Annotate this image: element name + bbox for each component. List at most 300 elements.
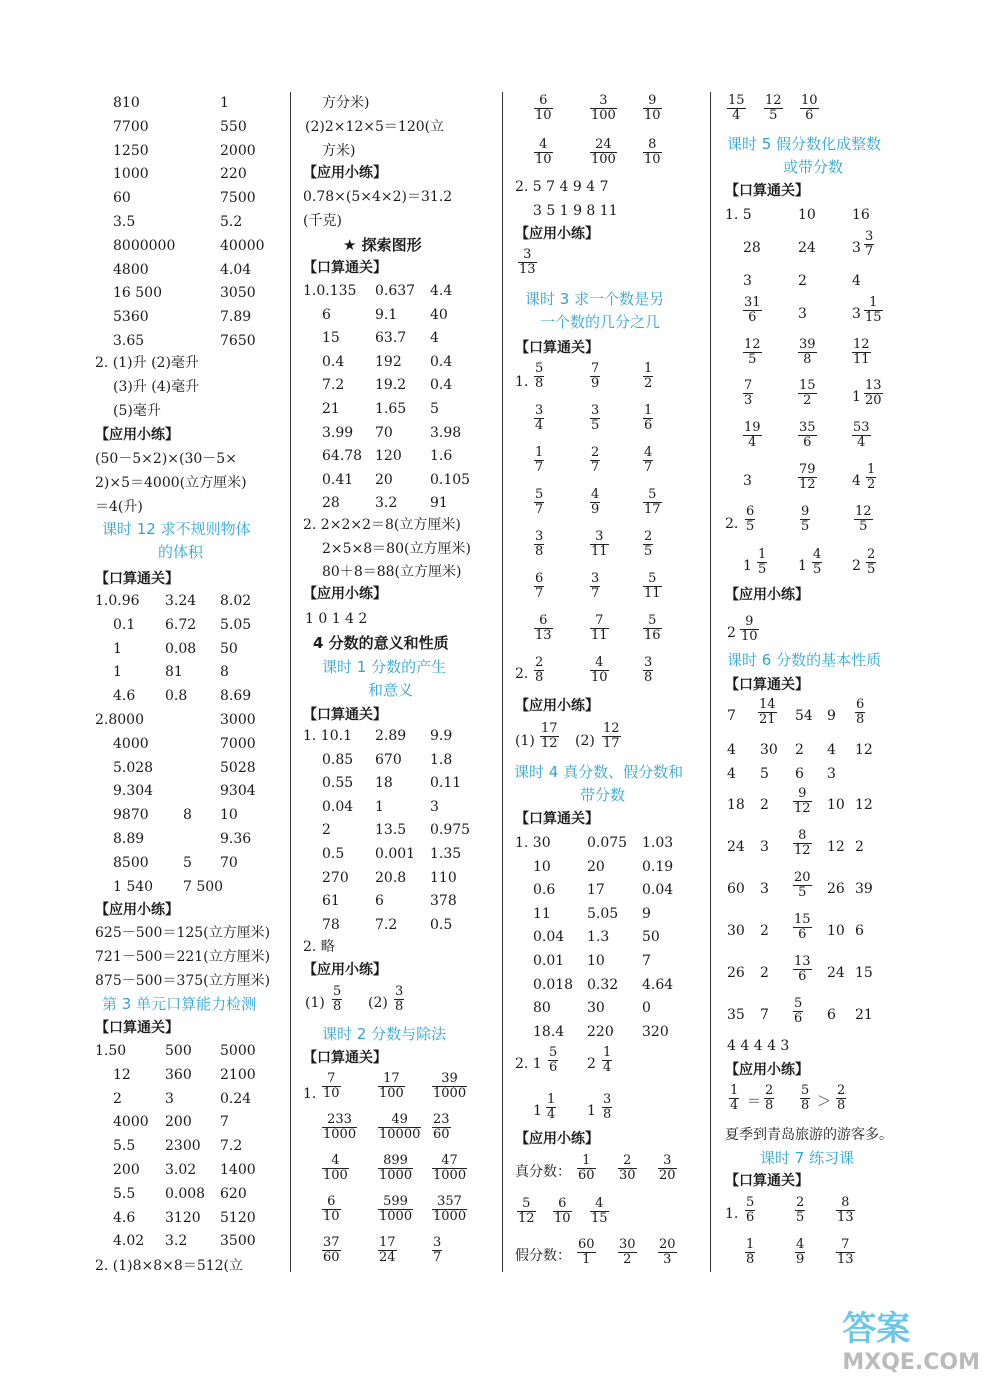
answer-cell: 0.5 bbox=[322, 846, 345, 862]
fraction bbox=[394, 985, 404, 1014]
fraction bbox=[540, 722, 559, 751]
answer-cell: 13.5 bbox=[375, 822, 407, 839]
answer-cell: 6 bbox=[375, 893, 384, 910]
denominator: 6 bbox=[748, 310, 757, 325]
denominator: 15 bbox=[865, 310, 882, 325]
numerator: 35 bbox=[799, 420, 816, 435]
answer-cell: 1 bbox=[852, 389, 861, 405]
numerator: 899 bbox=[383, 1153, 408, 1168]
answer-cell: 1 bbox=[113, 664, 122, 681]
numerator: 1 bbox=[746, 1237, 755, 1252]
answer-cell: 12 bbox=[855, 742, 873, 758]
fraction bbox=[793, 913, 812, 942]
answer-cell: 3 bbox=[798, 306, 807, 322]
answer-cell: 1.65 bbox=[375, 401, 407, 417]
section-heading: 【应用小练】 bbox=[515, 698, 599, 714]
fraction bbox=[798, 379, 817, 408]
answer-cell: 39 bbox=[855, 881, 873, 897]
denominator: 10 bbox=[741, 629, 758, 644]
answer-cell: 270 bbox=[322, 869, 349, 886]
answer-cell: 0.11 bbox=[430, 775, 462, 792]
numerator: 6 bbox=[558, 1196, 567, 1211]
fraction bbox=[836, 1084, 846, 1113]
denominator: 4 bbox=[732, 108, 741, 123]
answer-cell: 5.05 bbox=[220, 616, 252, 633]
fraction bbox=[757, 548, 767, 577]
answer-cell: 7.2 bbox=[220, 1138, 243, 1155]
answer-cell: 12 bbox=[855, 797, 873, 813]
fraction bbox=[577, 1154, 596, 1183]
numerator: 4 bbox=[644, 445, 653, 460]
fraction bbox=[740, 615, 759, 644]
answer-cell: 3.2 bbox=[375, 495, 398, 512]
numerator: 4 bbox=[595, 655, 604, 670]
answer-cell: 3.5 bbox=[113, 214, 136, 230]
numerator: 2 bbox=[644, 529, 653, 544]
answer-cell: 4 bbox=[827, 742, 836, 758]
fraction bbox=[658, 1238, 677, 1267]
fraction bbox=[322, 1154, 349, 1183]
numerator: 13 bbox=[865, 378, 882, 393]
answer-cell: 0 bbox=[642, 1000, 651, 1017]
numerator: 7 bbox=[595, 613, 604, 628]
numerator: 3 bbox=[395, 984, 404, 999]
answer-cell: 60 bbox=[727, 881, 745, 897]
answer-cell: 4 bbox=[727, 742, 736, 758]
denominator: 6 bbox=[549, 1060, 558, 1075]
answer-cell: 120 bbox=[375, 448, 402, 465]
denominator: 11 bbox=[644, 586, 661, 601]
denominator: 7 bbox=[535, 502, 544, 517]
denominator: 2 bbox=[644, 376, 653, 391]
answer-cell: 0.85 bbox=[322, 751, 354, 768]
numerator: 17 bbox=[379, 1235, 396, 1250]
denominator: 8 bbox=[801, 1098, 810, 1113]
answer-cell: 1.3 bbox=[587, 929, 610, 946]
answer-cell: 8 bbox=[183, 807, 192, 824]
answer-line: 80＋8＝88(立方厘米) bbox=[322, 564, 462, 580]
numerator: 5 bbox=[648, 487, 657, 502]
section-heading: 【口算通关】 bbox=[303, 1050, 387, 1066]
fraction bbox=[854, 505, 873, 534]
answer-cell: 10 bbox=[220, 807, 238, 824]
label: (2) bbox=[368, 995, 388, 1011]
numerator: 1 bbox=[644, 403, 653, 418]
answer-cell: 1.0.135 bbox=[303, 283, 357, 299]
answer-cell: 1.8 bbox=[430, 751, 453, 768]
denominator: 12 bbox=[799, 477, 816, 492]
answer-cell: 6 bbox=[322, 306, 331, 323]
chapter-title: 4 分数的意义和性质 bbox=[313, 634, 449, 652]
answer-cell: 0.08 bbox=[165, 640, 197, 657]
fraction bbox=[534, 572, 544, 601]
denominator: 20 bbox=[865, 393, 882, 408]
answer-cell: 0.105 bbox=[430, 471, 471, 488]
denominator: 10000 bbox=[379, 1127, 421, 1142]
numerator: 60 bbox=[578, 1237, 595, 1252]
fraction bbox=[643, 656, 653, 685]
fraction bbox=[798, 421, 817, 450]
answer-cell: 9 bbox=[642, 905, 651, 922]
answer-cell: 1 bbox=[798, 558, 807, 574]
answer-cell: 2.8000 bbox=[95, 712, 144, 728]
fraction bbox=[800, 94, 819, 123]
fraction bbox=[534, 656, 544, 685]
label: 2. bbox=[515, 666, 529, 682]
answer-cell: 550 bbox=[220, 118, 247, 135]
label: 2. bbox=[725, 516, 739, 532]
numerator: 4 bbox=[591, 487, 600, 502]
denominator: 8 bbox=[603, 1107, 612, 1122]
answer-cell: 9 bbox=[827, 708, 836, 724]
denominator: 100 bbox=[591, 108, 616, 123]
denominator: 17 bbox=[603, 736, 620, 751]
answer-cell: 7 bbox=[220, 1114, 229, 1131]
answer-cell: 80 bbox=[533, 1000, 551, 1017]
answer-cell: 81 bbox=[165, 664, 183, 681]
fraction bbox=[602, 1093, 612, 1122]
fraction bbox=[602, 1046, 612, 1075]
denominator: 100 bbox=[323, 1168, 348, 1183]
answer-cell: 0.04 bbox=[642, 882, 674, 899]
answer-cell: 2300 bbox=[165, 1138, 201, 1155]
numerator: 3 bbox=[591, 571, 600, 586]
fraction bbox=[378, 1072, 405, 1101]
fraction bbox=[800, 1084, 810, 1113]
answer-cell: 1.0.96 bbox=[95, 593, 140, 609]
numerator: 6 bbox=[535, 571, 544, 586]
numerator: 1 bbox=[535, 445, 544, 460]
fraction bbox=[534, 138, 553, 167]
denominator: 20 bbox=[659, 1168, 676, 1183]
section-heading: 【应用小练】 bbox=[303, 962, 387, 978]
fraction bbox=[795, 1238, 805, 1267]
denominator: 12 bbox=[541, 736, 558, 751]
answer-cell: 200 bbox=[113, 1162, 140, 1178]
fraction bbox=[866, 548, 876, 577]
denominator: 12 bbox=[794, 843, 811, 858]
numerator: 23 bbox=[433, 1112, 450, 1127]
fraction bbox=[795, 1196, 805, 1225]
fraction bbox=[534, 614, 553, 643]
denominator: 11 bbox=[853, 352, 870, 367]
answer-cell: 6 bbox=[795, 766, 804, 782]
lesson-title: 带分数 bbox=[580, 786, 626, 804]
answer-cell: 12 bbox=[827, 839, 845, 855]
denominator: 4 bbox=[603, 1060, 612, 1075]
lesson-title: 课时 3 求一个数是另 bbox=[525, 290, 665, 308]
answer-cell: 0.4 bbox=[430, 353, 453, 370]
numerator: 79 bbox=[799, 462, 816, 477]
answer-cell: 320 bbox=[642, 1023, 669, 1040]
answer-line: 2. (1)升 (2)毫升 bbox=[95, 355, 199, 371]
answer-line: (50－5×2)×(30－5× bbox=[95, 451, 237, 467]
numerator: 47 bbox=[441, 1153, 458, 1168]
denominator: 13 bbox=[837, 1252, 854, 1267]
answer-cell: 3500 bbox=[220, 1233, 256, 1250]
answer-cell: 4 bbox=[852, 273, 861, 289]
numerator: 5 bbox=[648, 571, 657, 586]
answer-cell: 9870 bbox=[113, 807, 149, 824]
answer-cell: 1. 10.1 bbox=[303, 728, 352, 744]
answer-cell: 9.9 bbox=[430, 728, 453, 744]
fraction bbox=[590, 446, 600, 475]
answer-cell: 28 bbox=[322, 495, 340, 512]
lesson-title: 课时 5 假分数化成整数 bbox=[727, 135, 882, 153]
answer-line: (千克) bbox=[303, 213, 342, 229]
fraction bbox=[546, 1093, 556, 1122]
fraction bbox=[590, 94, 617, 123]
fraction bbox=[643, 530, 653, 559]
denominator: 2 bbox=[867, 477, 876, 492]
section-heading: 【应用小练】 bbox=[515, 226, 599, 242]
fraction bbox=[590, 656, 609, 685]
numerator: 5 bbox=[549, 1045, 558, 1060]
answer-cell: 3.98 bbox=[430, 424, 462, 441]
answer-cell: 1 bbox=[113, 640, 122, 657]
numerator: 20 bbox=[659, 1237, 676, 1252]
answer-cell: 378 bbox=[430, 893, 457, 910]
fraction bbox=[852, 421, 871, 450]
answer-cell: 5000 bbox=[220, 1043, 256, 1059]
denominator: 8 bbox=[535, 544, 544, 559]
answer-cell: 1 bbox=[220, 95, 229, 111]
label: 1. bbox=[515, 374, 529, 390]
answer-cell: 18 bbox=[375, 775, 393, 792]
answer-cell: 7000 bbox=[220, 735, 256, 752]
answer-line: 1 0 1 4 2 bbox=[305, 611, 368, 627]
answer-cell: 20 bbox=[587, 858, 605, 875]
denominator: 5 bbox=[591, 418, 600, 433]
answer-cell: 4.64 bbox=[642, 976, 674, 993]
fraction bbox=[764, 1084, 774, 1113]
answer-cell: 2 bbox=[760, 797, 769, 813]
denominator: 5 bbox=[644, 544, 653, 559]
label: 2. 1 bbox=[515, 1056, 542, 1072]
answer-cell: 20 bbox=[375, 471, 393, 488]
numerator: 14 bbox=[759, 697, 776, 712]
denominator: 2 bbox=[803, 393, 812, 408]
answer-line: 4 4 4 4 3 bbox=[727, 1038, 790, 1054]
answer-cell: 50 bbox=[220, 640, 238, 657]
numerator: 2 bbox=[867, 547, 876, 562]
fraction bbox=[793, 955, 812, 984]
answer-cell: 7650 bbox=[220, 333, 256, 349]
answer-cell: 5.2 bbox=[220, 214, 243, 230]
numerator: 3 bbox=[535, 403, 544, 418]
answer-cell: 12 bbox=[113, 1066, 131, 1083]
answer-cell: 8.89 bbox=[113, 831, 145, 847]
lesson-title: 一个数的几分之几 bbox=[540, 313, 661, 331]
symbol: ＞ bbox=[817, 1094, 831, 1110]
fraction bbox=[378, 1154, 413, 1183]
fraction bbox=[534, 530, 544, 559]
answer-cell: 50 bbox=[642, 929, 660, 946]
denominator: 13 bbox=[519, 262, 536, 277]
answer-cell: 5 bbox=[430, 401, 439, 417]
column-divider bbox=[290, 92, 291, 1272]
denominator: 9 bbox=[796, 1252, 805, 1267]
answer-cell: 26 bbox=[727, 965, 745, 981]
section-heading: 【口算通关】 bbox=[515, 811, 599, 827]
answer-cell: 1.35 bbox=[430, 846, 462, 862]
denominator: 5 bbox=[813, 562, 822, 577]
fraction bbox=[432, 1236, 442, 1265]
answer-cell: 3 bbox=[760, 881, 769, 897]
numerator: 5 bbox=[801, 1083, 810, 1098]
label: 真分数： bbox=[515, 1164, 571, 1180]
section-heading: 【口算通关】 bbox=[515, 340, 599, 356]
fraction bbox=[743, 379, 753, 408]
denominator: 100 bbox=[591, 152, 616, 167]
denominator: 9 bbox=[591, 376, 600, 391]
answer-cell: 1000 bbox=[113, 166, 149, 183]
fraction bbox=[798, 338, 817, 367]
answer-cell: 9304 bbox=[220, 783, 256, 800]
answer-cell: 19.2 bbox=[375, 377, 407, 394]
denominator: 8 bbox=[535, 670, 544, 685]
answer-cell: 61 bbox=[322, 893, 340, 910]
answer-cell: 0.32 bbox=[587, 976, 619, 993]
answer-cell: 6.72 bbox=[165, 616, 197, 633]
fraction bbox=[590, 488, 600, 517]
fraction bbox=[800, 505, 810, 534]
answer-cell: 4.6 bbox=[113, 1209, 136, 1226]
answer-cell: 4.04 bbox=[220, 261, 252, 278]
denominator: 8 bbox=[856, 712, 865, 727]
answer-cell: 5 bbox=[183, 854, 192, 871]
numerator: 3 bbox=[599, 93, 608, 108]
fraction bbox=[643, 614, 662, 643]
numerator: 5 bbox=[333, 984, 342, 999]
answer-cell: 0.008 bbox=[165, 1185, 206, 1202]
answer-cell: 7 bbox=[642, 953, 651, 969]
answer-cell: 1.6 bbox=[430, 448, 453, 465]
answer-cell: 5120 bbox=[220, 1209, 256, 1226]
lesson-title: 课时 2 分数与除法 bbox=[322, 1025, 447, 1043]
answer-cell: 0.5 bbox=[430, 916, 453, 933]
answer-cell: 78 bbox=[322, 916, 340, 933]
fraction bbox=[793, 829, 812, 858]
lesson-title: 或带分数 bbox=[783, 158, 844, 176]
numerator: 4 bbox=[331, 1153, 340, 1168]
denominator: 1000 bbox=[433, 1086, 467, 1101]
answer-line: 2)×5＝4000(立方厘米) bbox=[95, 475, 247, 491]
answer-cell: 5028 bbox=[220, 759, 256, 776]
fraction bbox=[643, 446, 653, 475]
symbol: ＝ bbox=[747, 1094, 761, 1110]
answer-cell: 7.2 bbox=[375, 916, 398, 933]
fraction bbox=[836, 1238, 855, 1267]
answer-cell: 1 bbox=[743, 558, 752, 574]
label: (2) bbox=[575, 733, 595, 749]
answer-cell: 3 bbox=[165, 1090, 174, 1107]
answer-cell: 70 bbox=[220, 854, 238, 871]
answer-cell: 4000 bbox=[113, 735, 149, 752]
answer-line: ＝4(升) bbox=[95, 499, 143, 515]
denominator: 13 bbox=[837, 1210, 854, 1225]
fraction bbox=[590, 530, 609, 559]
denominator: 6 bbox=[798, 927, 807, 942]
numerator: 30 bbox=[619, 1237, 636, 1252]
answer-cell: 2 bbox=[727, 625, 736, 641]
lesson-title: 课时 12 求不规则物体 bbox=[102, 520, 251, 538]
watermark-logo: 答案 bbox=[842, 1309, 911, 1349]
denominator: 1000 bbox=[433, 1209, 467, 1224]
answer-cell: 8.69 bbox=[220, 688, 252, 705]
answer-cell: 3 bbox=[760, 839, 769, 855]
answer-cell: 20.8 bbox=[375, 869, 407, 886]
numerator: 7 bbox=[591, 361, 600, 376]
fraction bbox=[743, 338, 762, 367]
numerator: 2 bbox=[591, 445, 600, 460]
answer-cell: 0.01 bbox=[533, 953, 565, 969]
fraction bbox=[378, 1236, 397, 1265]
numerator: 5 bbox=[746, 1195, 755, 1210]
denominator: 5 bbox=[758, 562, 767, 577]
answer-cell: 24 bbox=[827, 965, 845, 981]
numerator: 24 bbox=[595, 137, 612, 152]
answer-cell: 0.6 bbox=[533, 882, 556, 899]
numerator: 3 bbox=[433, 1235, 442, 1250]
numerator: 3 bbox=[865, 229, 874, 244]
fraction bbox=[322, 1072, 341, 1101]
answer-line: 875－500＝375(立方厘米) bbox=[95, 973, 271, 989]
numerator: 12 bbox=[853, 337, 870, 352]
answer-cell: 63.7 bbox=[375, 330, 407, 347]
numerator: 12 bbox=[603, 721, 620, 736]
answer-cell: 8500 bbox=[113, 854, 149, 871]
denominator: 8 bbox=[333, 999, 342, 1014]
denominator: 10 bbox=[554, 1211, 571, 1226]
fraction bbox=[432, 1072, 467, 1101]
section-heading: 【应用小练】 bbox=[303, 586, 387, 602]
numerator: 3 bbox=[644, 655, 653, 670]
answer-cell: 2 bbox=[113, 1090, 122, 1107]
answer-cell: 26 bbox=[827, 881, 845, 897]
numerator: 599 bbox=[383, 1194, 408, 1209]
fraction bbox=[745, 1238, 755, 1267]
answer-line: 625－500＝125(立方厘米) bbox=[95, 925, 271, 941]
fraction bbox=[590, 1197, 609, 1226]
answer-cell: 21 bbox=[322, 401, 340, 417]
label: (1) bbox=[305, 995, 325, 1011]
answer-cell: 5360 bbox=[113, 309, 149, 326]
answer-cell: 4 bbox=[852, 473, 861, 489]
fraction bbox=[378, 1195, 413, 1224]
fraction bbox=[798, 463, 817, 492]
label: 1 bbox=[533, 1103, 542, 1119]
fraction bbox=[643, 94, 662, 123]
fraction bbox=[643, 138, 662, 167]
label: 1. bbox=[303, 1086, 317, 1102]
denominator: 10 bbox=[323, 1086, 340, 1101]
answer-cell: 1. 5 bbox=[725, 207, 752, 223]
denominator: 4 bbox=[857, 435, 866, 450]
fraction bbox=[618, 1154, 637, 1183]
numerator: 53 bbox=[853, 420, 870, 435]
answer-cell: 7.2 bbox=[322, 377, 345, 394]
numerator: 9 bbox=[801, 504, 810, 519]
section-heading: 【应用小练】 bbox=[725, 1062, 809, 1078]
numerator: 6 bbox=[327, 1194, 336, 1209]
denominator: 60 bbox=[323, 1250, 340, 1265]
answer-cell: 0.19 bbox=[642, 858, 674, 875]
numerator: 4 bbox=[796, 1237, 805, 1252]
answer-cell: 0.55 bbox=[322, 775, 354, 792]
section-heading: 【应用小练】 bbox=[95, 902, 179, 918]
fraction bbox=[534, 446, 544, 475]
